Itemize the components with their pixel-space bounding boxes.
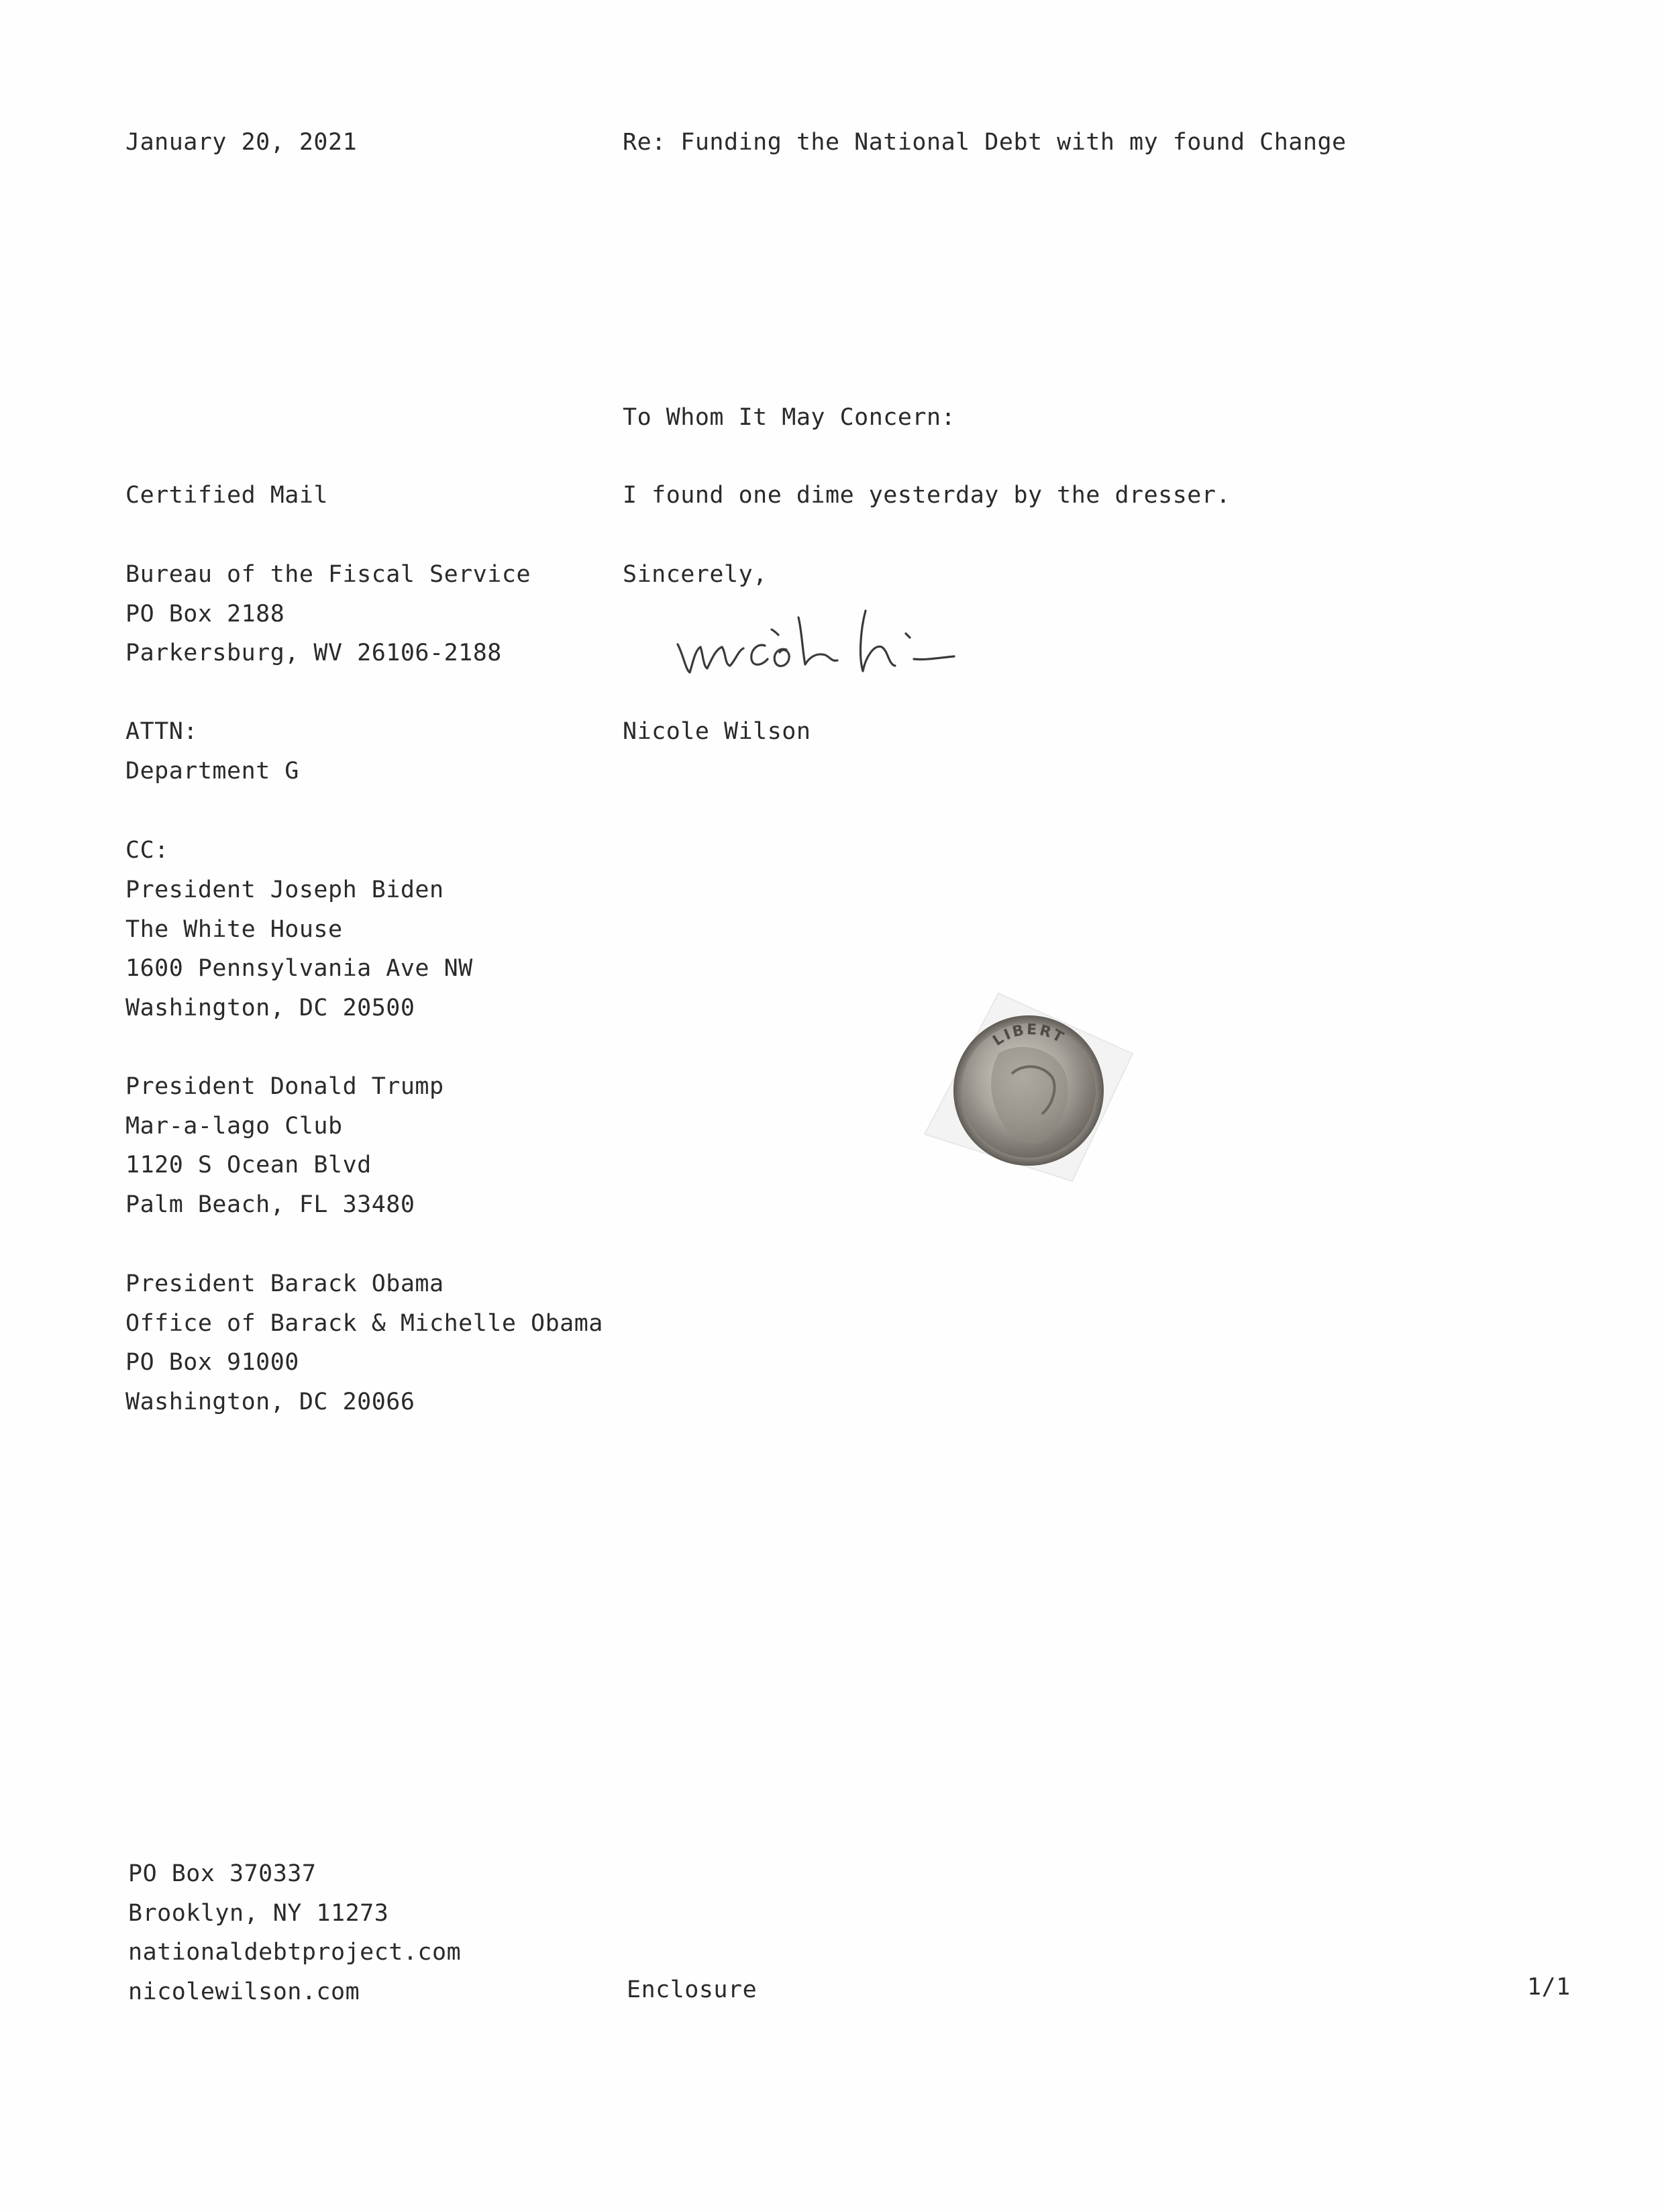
cc-recipient [125, 1067, 444, 1224]
attn-block [125, 712, 299, 791]
cc-line: President Barack Obama [125, 1270, 444, 1297]
cc-line: Washington, DC 20066 [125, 1388, 415, 1415]
sender-address [128, 1854, 461, 2011]
cc-line: Mar-a-lago Club [125, 1112, 343, 1140]
cc-line: Washington, DC 20500 [125, 994, 415, 1021]
cc-line: PO Box 91000 [125, 1349, 299, 1376]
recipient-line: Bureau of the Fiscal Service [125, 561, 531, 588]
coin-inscription: LIBERT [990, 1021, 1068, 1050]
sender-name: Nicole Wilson [623, 718, 811, 745]
page-number: 1/1 [1527, 1974, 1571, 2001]
cc-line: 1120 S Ocean Blvd [125, 1152, 372, 1178]
sender-address-line: Brooklyn, NY 11273 [128, 1899, 389, 1927]
sender-website: nationaldebtproject.com [128, 1939, 462, 1966]
cc-line: Palm Beach, FL 33480 [125, 1191, 415, 1218]
enclosed-dime [904, 980, 1153, 1201]
recipient-line: PO Box 2188 [125, 600, 285, 627]
dime-icon [904, 980, 1153, 1201]
recipient-line: Parkersburg, WV 26106-2188 [125, 640, 502, 666]
cc-recipient [125, 870, 473, 1027]
handwritten-signature [664, 591, 1013, 691]
closing: Sincerely, [623, 561, 768, 588]
cc-label: CC: [125, 837, 169, 864]
letter-subject: Re: Funding the National Debt with my found Change [623, 129, 1347, 156]
letter-date: January 20, 2021 [125, 129, 358, 156]
cc-line: The White House [125, 915, 343, 943]
attn-department: Department G [125, 757, 299, 785]
salutation: To Whom It May Concern: [623, 404, 956, 431]
cc-line: President Donald Trump [125, 1073, 444, 1100]
attn-label: ATTN: [125, 718, 198, 745]
cc-line: 1600 Pennsylvania Ave NW [125, 955, 473, 982]
mail-type: Certified Mail [125, 482, 329, 509]
cc-line: President Joseph Biden [125, 876, 444, 903]
recipient-address [125, 555, 531, 673]
enclosure-note: Enclosure [627, 1976, 758, 2003]
sender-address-line: PO Box 370337 [128, 1860, 317, 1887]
letter-body: I found one dime yesterday by the dresser. [623, 482, 1231, 509]
cc-recipient [125, 1264, 603, 1421]
cc-line: Office of Barack & Michelle Obama [125, 1309, 603, 1337]
sender-website: nicolewilson.com [128, 1978, 360, 2005]
